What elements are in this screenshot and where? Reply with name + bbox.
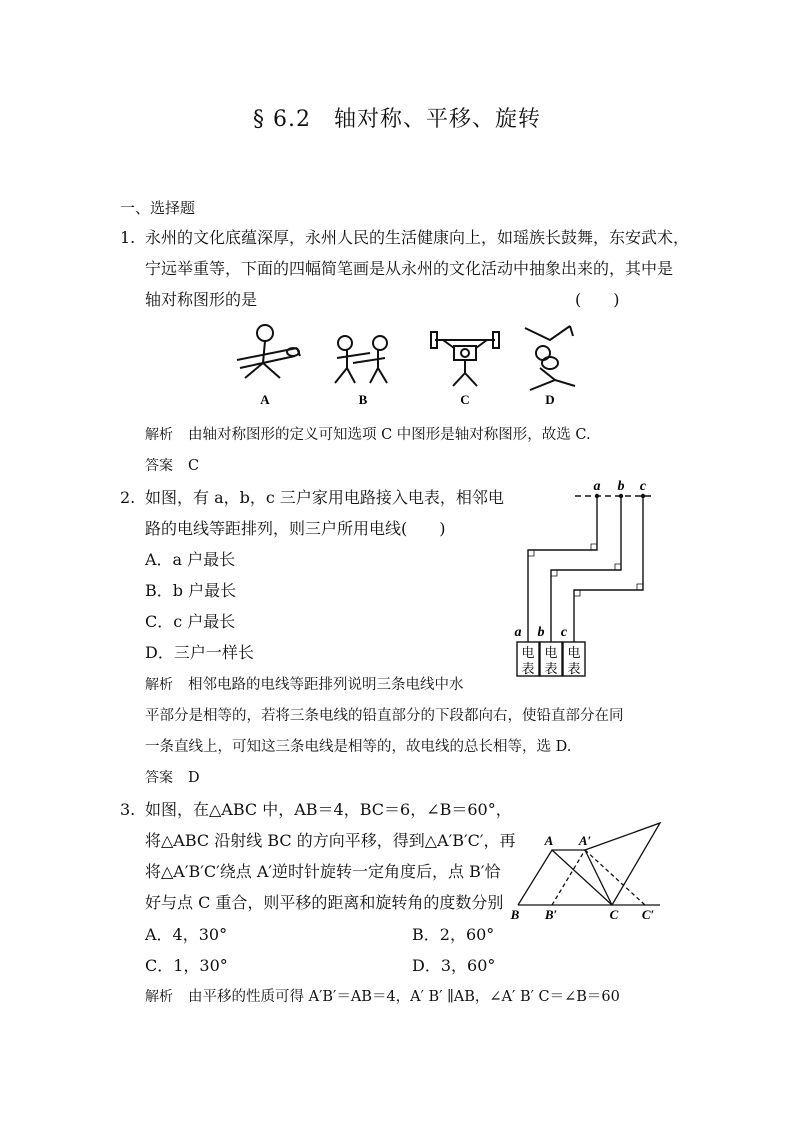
meter-2-char-1: 电 <box>544 645 558 660</box>
fig-bottom-label-c: c <box>560 625 568 640</box>
label-B: B <box>510 907 520 922</box>
figure-b-drawing <box>335 336 387 383</box>
figure-label-a: A <box>260 392 270 407</box>
q1-analysis-label: 解析 <box>145 427 173 443</box>
q3-analysis-label: 解析 <box>145 989 173 1005</box>
figure-label-b: B <box>358 392 368 407</box>
q1-figures <box>225 318 605 413</box>
q1-line-3: 轴对称图形的是 <box>145 290 258 309</box>
q2-analysis-line-2: 平部分是相等的，若将三条电线的铅直部分的下段都向右，使铅直部分在同 <box>145 708 624 724</box>
q2-option-b: B．b 户最长 <box>145 581 237 600</box>
meter-3-char-1: 电 <box>567 645 581 660</box>
q3-option-a: A．4，30° <box>145 925 228 944</box>
q2-answer: D <box>188 770 200 786</box>
q3-line-2: 将△ABC 沿射线 BC 的方向平移，得到△A′B′C′，再 <box>145 831 516 850</box>
meter-1-char-2: 表 <box>521 661 535 676</box>
label-A: A <box>544 833 554 848</box>
q2-option-a: A．a 户最长 <box>145 550 236 569</box>
q1-analysis: 由轴对称图形的定义可知选项 C 中图形是轴对称图形，故选 C. <box>188 427 591 443</box>
q1-number: 1. <box>120 228 136 247</box>
q2-analysis-label: 解析 <box>145 677 173 693</box>
figure-d-drawing <box>525 326 575 390</box>
fig-top-label-c: c <box>639 479 647 494</box>
q3-option-b: B．2，60° <box>412 925 495 944</box>
figure-label-d: D <box>545 392 555 407</box>
q2-answer-label: 答案 <box>145 770 173 786</box>
q1-line-2: 宁远举重等，下面的四幅简笔画是从永州的文化活动中抽象出来的，其中是 <box>145 259 674 278</box>
q3-option-d: D．3，60° <box>412 956 496 975</box>
label-C-prime: C′ <box>641 907 655 922</box>
q3-option-c: C．1，30° <box>145 956 228 975</box>
q2-circuit-figure <box>505 474 665 684</box>
fig-top-label-a: a <box>593 479 601 494</box>
q2-number: 2. <box>120 488 136 507</box>
q3-line-1: 如图，在△ABC 中，AB＝4，BC＝6，∠B＝60°， <box>145 800 512 819</box>
q2-option-d: D．三户一样长 <box>145 643 254 662</box>
label-A-prime: A′ <box>578 833 592 848</box>
q2-analysis-line-1: 相邻电路的电线等距排列说明三条电线中水 <box>188 677 464 693</box>
fig-bottom-label-b: b <box>537 625 545 640</box>
q2-line-1: 如图，有 a，b，c 三户家用电路接入电表，相邻电 <box>145 488 504 507</box>
q1-answer: C <box>188 458 200 474</box>
q3-number: 3. <box>120 800 136 819</box>
q2-option-c: C．c 户最长 <box>145 612 236 631</box>
page-title: § 6.2 轴对称、平移、旋转 <box>253 107 541 132</box>
figure-a-drawing <box>237 325 300 378</box>
q3-line-3: 将△A′B′C′绕点 A′逆时针旋转一定角度后，点 B′恰 <box>145 862 501 881</box>
q2-line-2: 路的电线等距排列，则三户所用电线( ) <box>145 519 446 538</box>
q3-triangle-figure <box>505 815 675 925</box>
q3-analysis: 由平移的性质可得 A′B′＝AB＝4，A′ B′ ∥AB，∠A′ B′ C＝∠B＝60 <box>188 989 620 1005</box>
figure-c-drawing <box>431 332 499 386</box>
label-C: C <box>609 907 619 922</box>
q1-answer-paren: ( ) <box>575 290 620 309</box>
q1-answer-label: 答案 <box>145 458 173 474</box>
q3-line-4: 好与点 C 重合，则平移的距离和旋转角的度数分别 <box>145 893 504 912</box>
meter-3-char-2: 表 <box>567 661 581 676</box>
q1-line-1: 永州的文化底蕴深厚，永州人民的生活健康向上，如瑶族长鼓舞，东安武术， <box>145 228 690 247</box>
figure-label-c: C <box>460 392 470 407</box>
meter-2-char-2: 表 <box>544 661 558 676</box>
label-B-prime: B′ <box>544 907 558 922</box>
section-heading: 一、选择题 <box>120 199 196 217</box>
meter-1-char-1: 电 <box>521 645 535 660</box>
q2-analysis-line-3: 一条直线上，可知这三条电线是相等的，故电线的总长相等，选 D. <box>145 739 572 755</box>
fig-top-label-b: b <box>617 479 625 494</box>
fig-bottom-label-a: a <box>514 625 522 640</box>
